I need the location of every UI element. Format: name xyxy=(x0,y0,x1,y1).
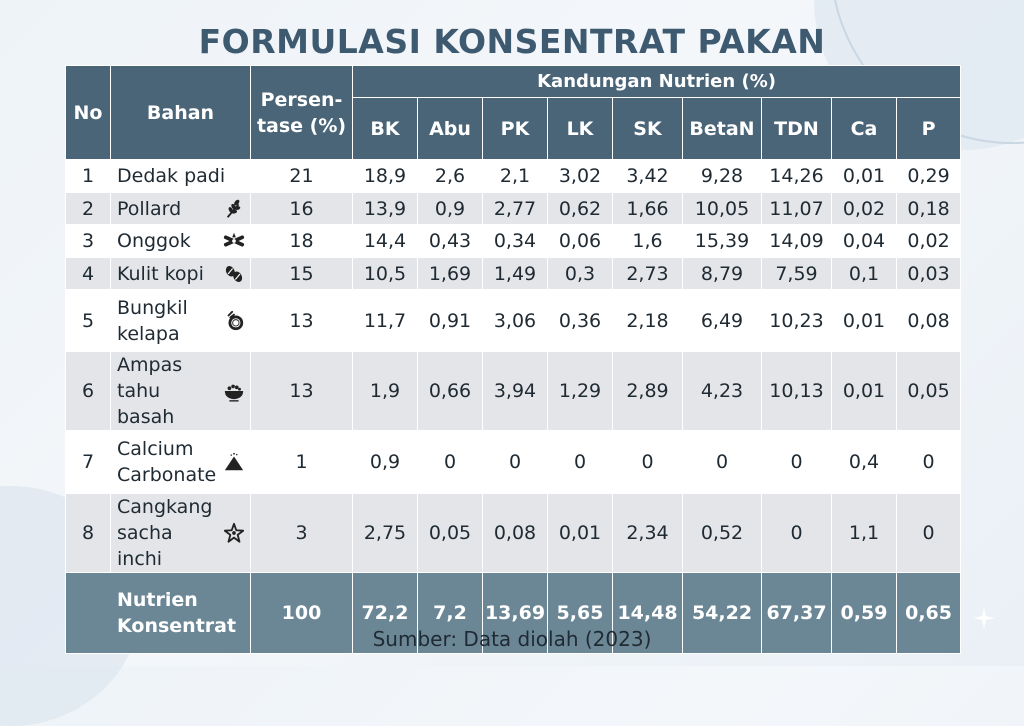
cell-lk: 0,62 xyxy=(548,193,613,225)
cell-ca: 1,1 xyxy=(832,494,897,573)
cell-bk: 18,9 xyxy=(353,160,418,193)
cell-pk: 2,77 xyxy=(483,193,548,225)
bahan-label: Kulit kopi xyxy=(117,262,204,285)
row-persentase: 13 xyxy=(251,352,353,431)
cell-abu: 2,6 xyxy=(418,160,483,193)
cell-lk: 0,01 xyxy=(548,494,613,573)
bahan-label: Pollard xyxy=(117,197,182,220)
row-no: 7 xyxy=(66,431,111,494)
cell-sk: 2,89 xyxy=(613,352,683,431)
cell-ca: 0,04 xyxy=(832,225,897,258)
cell-bk: 14,4 xyxy=(353,225,418,258)
cell-p: 0,05 xyxy=(897,352,961,431)
cell-p: 0,18 xyxy=(897,193,961,225)
header-nutrient-betan: BetaN xyxy=(683,98,762,160)
cell-bk: 13,9 xyxy=(353,193,418,225)
total-tdn: 67,37 xyxy=(762,573,832,654)
cell-tdn: 14,09 xyxy=(762,225,832,258)
bahan-label: Ampas tahu basah xyxy=(117,354,183,428)
table-row xyxy=(66,225,961,258)
cell-sk: 2,34 xyxy=(613,494,683,573)
row-persentase: 15 xyxy=(251,258,353,290)
row-no: 1 xyxy=(66,160,111,193)
row-bahan xyxy=(111,494,251,573)
cell-sk: 0 xyxy=(613,431,683,494)
header-persentase: Persen- tase (%) xyxy=(251,66,353,160)
cell-pk: 0 xyxy=(483,431,548,494)
cell-abu: 0,05 xyxy=(418,494,483,573)
cell-sk: 2,73 xyxy=(613,258,683,290)
cell-abu: 0,66 xyxy=(418,352,483,431)
row-no: 4 xyxy=(66,258,111,290)
cell-tdn: 11,07 xyxy=(762,193,832,225)
cell-pk: 2,1 xyxy=(483,160,548,193)
header-nutrient-abu: Abu xyxy=(418,98,483,160)
header-nutrient-lk: LK xyxy=(548,98,613,160)
header-nutrient-pk: PK xyxy=(483,98,548,160)
cell-p: 0 xyxy=(897,431,961,494)
cell-ca: 0,4 xyxy=(832,431,897,494)
cell-sk: 1,6 xyxy=(613,225,683,258)
cell-abu: 0 xyxy=(418,431,483,494)
table-body xyxy=(66,160,961,573)
cell-sk: 2,18 xyxy=(613,290,683,352)
cell-p: 0,08 xyxy=(897,290,961,352)
total-p: 0,65 xyxy=(897,573,961,654)
table-row xyxy=(66,431,961,494)
cell-abu: 1,69 xyxy=(418,258,483,290)
coffee-bean-icon xyxy=(222,262,246,286)
cell-lk: 0 xyxy=(548,431,613,494)
cell-tdn: 7,59 xyxy=(762,258,832,290)
cell-abu: 0,91 xyxy=(418,290,483,352)
row-bahan xyxy=(111,431,251,494)
cell-bk: 2,75 xyxy=(353,494,418,573)
cell-lk: 0,3 xyxy=(548,258,613,290)
total-betan: 54,22 xyxy=(683,573,762,654)
table-header xyxy=(66,66,961,160)
header-nutrient-ca: Ca xyxy=(832,98,897,160)
row-bahan xyxy=(111,225,251,258)
header-no: No xyxy=(66,66,111,160)
row-persentase: 3 xyxy=(251,494,353,573)
row-bahan xyxy=(111,160,251,193)
cell-pk: 3,94 xyxy=(483,352,548,431)
total-ca: 0,59 xyxy=(832,573,897,654)
cell-ca: 0,02 xyxy=(832,193,897,225)
star-fruit-icon xyxy=(222,521,246,545)
row-bahan xyxy=(111,290,251,352)
cell-abu: 0,9 xyxy=(418,193,483,225)
row-no: 6 xyxy=(66,352,111,431)
cell-p: 0,02 xyxy=(897,225,961,258)
total-abu: 7,2 xyxy=(418,573,483,654)
cell-p: 0 xyxy=(897,494,961,573)
bowl-icon xyxy=(222,379,246,403)
header-nutrient-bk: BK xyxy=(353,98,418,160)
bahan-label: Dedak padi xyxy=(117,165,226,187)
sparkle-icon xyxy=(972,606,996,630)
table-row xyxy=(66,352,961,431)
table-row xyxy=(66,160,961,193)
page-title: FORMULASI KONSENTRAT PAKAN xyxy=(198,22,826,61)
bahan-label: Onggok xyxy=(117,230,191,252)
cell-ca: 0,01 xyxy=(832,160,897,193)
row-no: 3 xyxy=(66,225,111,258)
cell-lk: 0,36 xyxy=(548,290,613,352)
cell-bk: 11,7 xyxy=(353,290,418,352)
row-persentase: 1 xyxy=(251,431,353,494)
total-lk: 5,65 xyxy=(548,573,613,654)
total-label: Nutrien Konsentrat xyxy=(66,573,251,654)
cell-lk: 1,29 xyxy=(548,352,613,431)
cell-betan: 6,49 xyxy=(683,290,762,352)
wheat-icon xyxy=(222,197,246,221)
cell-betan: 4,23 xyxy=(683,352,762,431)
cell-p: 0,03 xyxy=(897,258,961,290)
cell-bk: 0,9 xyxy=(353,431,418,494)
cell-pk: 0,34 xyxy=(483,225,548,258)
cell-sk: 3,42 xyxy=(613,160,683,193)
cell-tdn: 0 xyxy=(762,431,832,494)
cell-lk: 3,02 xyxy=(548,160,613,193)
header-nutrient-sk: SK xyxy=(613,98,683,160)
cell-ca: 0,01 xyxy=(832,290,897,352)
cell-sk: 1,66 xyxy=(613,193,683,225)
row-bahan xyxy=(111,258,251,290)
bahan-label: Bungkil kelapa xyxy=(117,296,188,345)
row-no: 2 xyxy=(66,193,111,225)
table-row xyxy=(66,290,961,352)
row-persentase: 21 xyxy=(251,160,353,193)
header-nutrient-tdn: TDN xyxy=(762,98,832,160)
table-row xyxy=(66,494,961,573)
cell-tdn: 14,26 xyxy=(762,160,832,193)
cell-tdn: 0 xyxy=(762,494,832,573)
coconut-icon xyxy=(222,309,246,333)
cell-betan: 15,39 xyxy=(683,225,762,258)
row-no: 5 xyxy=(66,290,111,352)
table-row xyxy=(66,193,961,225)
total-persentase: 100 xyxy=(251,573,353,654)
total-bk: 72,2 xyxy=(353,573,418,654)
cell-betan: 10,05 xyxy=(683,193,762,225)
cell-pk: 3,06 xyxy=(483,290,548,352)
cell-betan: 0 xyxy=(683,431,762,494)
powder-pile-icon xyxy=(222,450,246,474)
header-bahan: Bahan xyxy=(111,66,251,160)
cell-pk: 0,08 xyxy=(483,494,548,573)
row-no: 8 xyxy=(66,494,111,573)
total-pk: 13,69 xyxy=(483,573,548,654)
formulation-table xyxy=(65,65,961,654)
cell-bk: 10,5 xyxy=(353,258,418,290)
row-bahan xyxy=(111,352,251,431)
cell-betan: 0,52 xyxy=(683,494,762,573)
header-nutrient-p: P xyxy=(897,98,961,160)
row-persentase: 13 xyxy=(251,290,353,352)
bahan-label: Calcium Carbonate xyxy=(117,438,217,486)
header-kandungan-nutrien: Kandungan Nutrien (%) xyxy=(353,66,961,98)
table-row xyxy=(66,258,961,290)
cell-ca: 0,1 xyxy=(832,258,897,290)
cell-pk: 1,49 xyxy=(483,258,548,290)
total-sk: 14,48 xyxy=(613,573,683,654)
cell-lk: 0,06 xyxy=(548,225,613,258)
cell-tdn: 10,13 xyxy=(762,352,832,431)
source-note: Sumber: Data diolah (2023) xyxy=(372,627,652,651)
cassava-icon xyxy=(222,229,246,253)
cell-bk: 1,9 xyxy=(353,352,418,431)
row-bahan xyxy=(111,193,251,225)
bahan-label: Cangkang sacha inchi xyxy=(117,496,213,570)
cell-tdn: 10,23 xyxy=(762,290,832,352)
cell-ca: 0,01 xyxy=(832,352,897,431)
row-persentase: 16 xyxy=(251,193,353,225)
cell-betan: 8,79 xyxy=(683,258,762,290)
cell-betan: 9,28 xyxy=(683,160,762,193)
row-persentase: 18 xyxy=(251,225,353,258)
cell-p: 0,29 xyxy=(897,160,961,193)
cell-abu: 0,43 xyxy=(418,225,483,258)
